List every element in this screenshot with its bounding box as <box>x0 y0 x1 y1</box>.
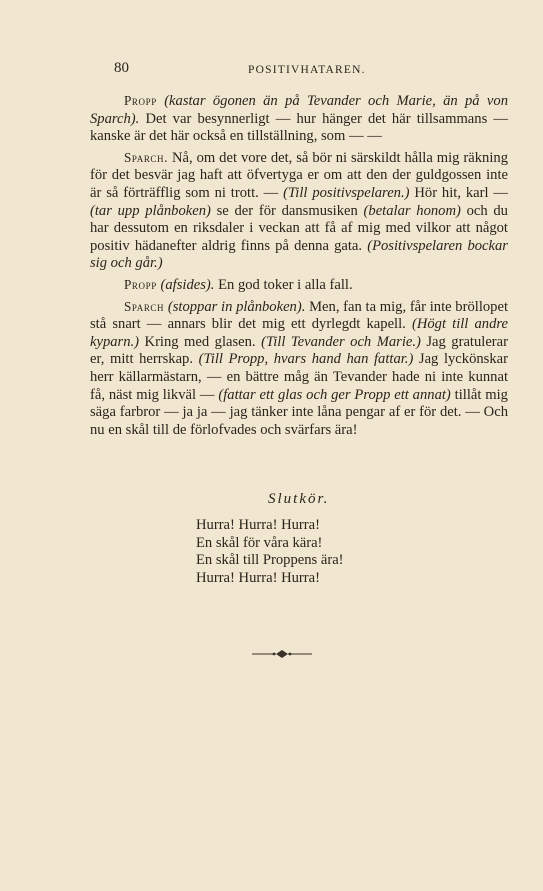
verse-line: En skål för våra kära! <box>196 534 323 551</box>
stage-direction: (Till Propp, hvars hand han fattar.) <box>198 351 414 368</box>
chorus-heading: Slutkör. <box>268 491 330 507</box>
speech-text: Nå, om det vore det, så bör ni särskildt hålla mig räkning för det besvär jag haft att öfvertyga er om att den der guldgossen inte är så förträfflig som ni trott. — <box>90 149 508 201</box>
stage-direction: (fattar ett glas och ger Propp ett annat) <box>218 386 451 403</box>
speaker-name: Sparch. <box>124 149 169 165</box>
speech-text: se der för dansmusiken <box>210 202 364 219</box>
speech-text: Kring med glasen. <box>139 333 262 350</box>
speech-text: tillåt mig säga farbror — ja ja — jag tänker inte låna pengar af er för det. — Och nu en skål till de förlofvades och svärfars ära! <box>90 386 508 438</box>
stage-direction: (tar upp plånboken) <box>90 202 211 219</box>
stage-direction: (stoppar in plånboken). <box>167 298 306 315</box>
speech-text: Men, fan ta mig, får inte bröllopet stå snart — annars blir det mig ett dyrlegdt kapell. <box>90 298 508 333</box>
dialogue-text <box>90 92 508 442</box>
dialogue-paragraph <box>90 276 508 295</box>
stage-direction: (kastar ögonen än på Tevander och Marie, än på von Sparch). <box>90 93 508 127</box>
verse-line: Hurra! Hurra! Hurra! <box>196 517 320 533</box>
ornament-icon <box>252 648 312 660</box>
stage-direction: (betalar honom) <box>363 202 461 219</box>
verse-line: Hurra! Hurra! Hurra! <box>196 569 320 586</box>
stage-direction: (Positivspelaren bockar sig och går.) <box>90 237 508 272</box>
stage-direction: (Till positivspelaren.) <box>283 184 410 201</box>
dialogue-paragraph <box>90 298 508 440</box>
speech-text: En god toker i alla fall. <box>214 276 353 293</box>
speaker-name: Propp <box>124 93 157 108</box>
verse-line: En skål till Proppens ära! <box>196 552 344 569</box>
page-number: 80 <box>114 60 129 76</box>
stage-direction: (afsides). <box>160 276 215 293</box>
speaker-name: Propp <box>124 276 157 292</box>
speech-text: och du har dessutom en riksdaler i veckan att få af mig med vilkor att något positiv hädanefter aldrig finns på denna gata. <box>90 202 508 254</box>
speech-text: Jag lyckönskar herr källarmästarn, — en bättre måg än Tevander hade ni inte kunnat få, näst mig likväl — <box>90 351 508 403</box>
chorus-verse <box>196 517 344 587</box>
speech-text: Jag gratulerar er, mitt herrskap. <box>90 333 508 368</box>
dialogue-paragraph <box>90 92 508 146</box>
speech-text: Hör hit, karl — <box>409 184 509 201</box>
stage-direction: (Högt till andre kyparn.) <box>90 316 508 350</box>
dialogue-paragraph <box>90 149 508 273</box>
speech-text: Det var besynnerligt — hur hänger det här tillsammans — kanske är det här också en tillställning, som — — <box>90 110 508 145</box>
stage-direction: (Till Tevander och Marie.) <box>261 333 421 350</box>
speaker-name: Sparch <box>124 298 165 314</box>
running-title: POSITIVHATAREN. <box>248 64 366 76</box>
